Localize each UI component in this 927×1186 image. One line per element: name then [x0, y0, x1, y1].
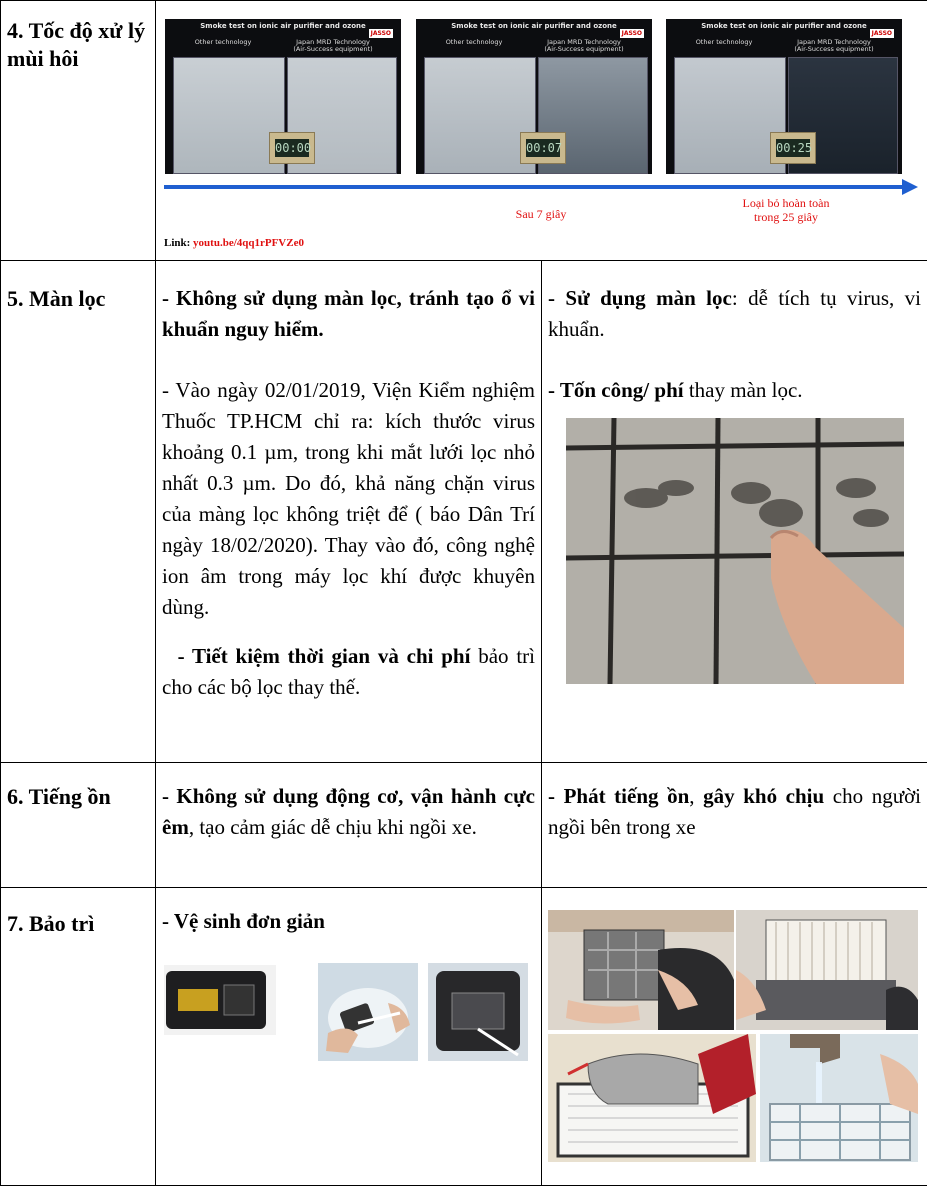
shot-title: Smoke test on ionic air purifier and ozone — [666, 19, 902, 30]
remove-filter-photo — [548, 910, 734, 1030]
maintenance-right-cell — [542, 888, 927, 1186]
shot-left-label: Other technology — [684, 39, 764, 46]
row-label-cell — [1, 888, 156, 1186]
jasso-badge: JASSO — [369, 29, 393, 38]
device-underside-photo — [164, 965, 276, 1035]
filter-research-paragraph: - Vào ngày 02/01/2019, Viện Kiểm nghiệm Thuốc TP.HCM chỉ ra: kích thước virus khoảng 0.1 µm, trong khi mắt lưới lọc nhỏ nhất 0.3 µm. Do đó, khả năng chặn virus của màng lọc không triệt để ( báo Dân Trí ngày 18/02/2020). Thay vào đó, công nghệ ion âm trong máy lọc khí được khuyên dùng. — [162, 375, 535, 623]
row-noise — [1, 763, 927, 888]
uses-filter-text: - Sử dụng màn lọc: dễ tích tụ virus, vi khuẩn. — [548, 283, 921, 345]
row-label: 5. Màn lọc — [1, 261, 155, 313]
open-filter-photo — [736, 910, 918, 1030]
timer-display: 00:00 — [269, 132, 315, 164]
shot-right-label: Japan MRD Technology — [283, 39, 383, 46]
noisy-text: - Phát tiếng ồn, gây khó chịu cho người ngồi bên trong xe — [548, 781, 921, 843]
timer-display: 00:07 — [520, 132, 566, 164]
row-filter — [1, 261, 927, 763]
jasso-badge: JASSO — [870, 29, 894, 38]
video-url[interactable]: youtu.be/4qq1rPFVZe0 — [193, 237, 304, 249]
vacuum-filter-photo — [548, 1034, 756, 1162]
smoke-test-cell — [156, 1, 927, 261]
timeline-arrow — [164, 185, 902, 189]
shot-right-label: Japan MRD Technology — [784, 39, 884, 46]
shot-right-sub: (Air-Success equipment) — [283, 46, 383, 53]
smoke-test-frame-25s — [666, 19, 902, 174]
filter-cost-text: - Tốn công/ phí thay màn lọc. — [548, 375, 921, 406]
smoke-test-frame-start — [165, 19, 401, 174]
shot-left-label: Other technology — [183, 39, 263, 46]
device-filter-photo — [428, 963, 528, 1061]
smoke-test-frame-7s — [416, 19, 652, 174]
shot-right-sub: (Air-Success equipment) — [784, 46, 884, 53]
shot-right-label: Japan MRD Technology — [534, 39, 634, 46]
dirty-filter-photo — [566, 418, 904, 684]
jasso-badge: JASSO — [620, 29, 644, 38]
row-label: 4. Tốc độ xử lý mùi hôi — [1, 1, 155, 73]
row-maintenance — [1, 888, 927, 1186]
save-cost-paragraph: - Tiết kiệm thời gian và chi phí bảo trì cho các bộ lọc thay thế. — [162, 641, 535, 703]
shot-title: Smoke test on ionic air purifier and ozone — [165, 19, 401, 30]
quiet-operation-text: - Không sử dụng động cơ, vận hành cực êm, tạo cảm giác dễ chịu khi ngồi xe. — [162, 781, 535, 843]
shot-left-label: Other technology — [434, 39, 514, 46]
row-label-cell — [1, 261, 156, 763]
filter-left-cell — [156, 261, 542, 763]
filter-right-cell — [542, 261, 927, 763]
shot-right-sub: (Air-Success equipment) — [534, 46, 634, 53]
removed-25s-caption: Loại bỏ hoàn toàn trong 25 giây — [716, 196, 856, 224]
noise-left-cell — [156, 763, 542, 888]
row-label-cell — [1, 763, 156, 888]
smoke-test-figure — [156, 1, 927, 259]
noise-right-cell — [542, 763, 927, 888]
row-label: 6. Tiếng ồn — [1, 763, 155, 811]
row-odor-speed — [1, 1, 927, 261]
timer-display: 00:25 — [770, 132, 816, 164]
easy-clean-heading: - Vệ sinh đơn giản — [162, 906, 535, 937]
cleaning-brush-photo — [318, 963, 418, 1061]
after-7s-caption: Sau 7 giây — [486, 207, 596, 221]
row-label-cell — [1, 1, 156, 261]
no-filter-heading: - Không sử dụng màn lọc, tránh tạo ổ vi khuẩn nguy hiểm. — [162, 283, 535, 345]
shot-title: Smoke test on ionic air purifier and ozone — [416, 19, 652, 30]
row-label: 7. Bảo trì — [1, 888, 155, 938]
rinse-filter-photo — [760, 1034, 918, 1162]
maintenance-left-cell — [156, 888, 542, 1186]
timeline-arrowhead-icon — [902, 179, 918, 195]
video-link[interactable]: Link: youtu.be/4qq1rPFVZe0 — [164, 237, 304, 249]
